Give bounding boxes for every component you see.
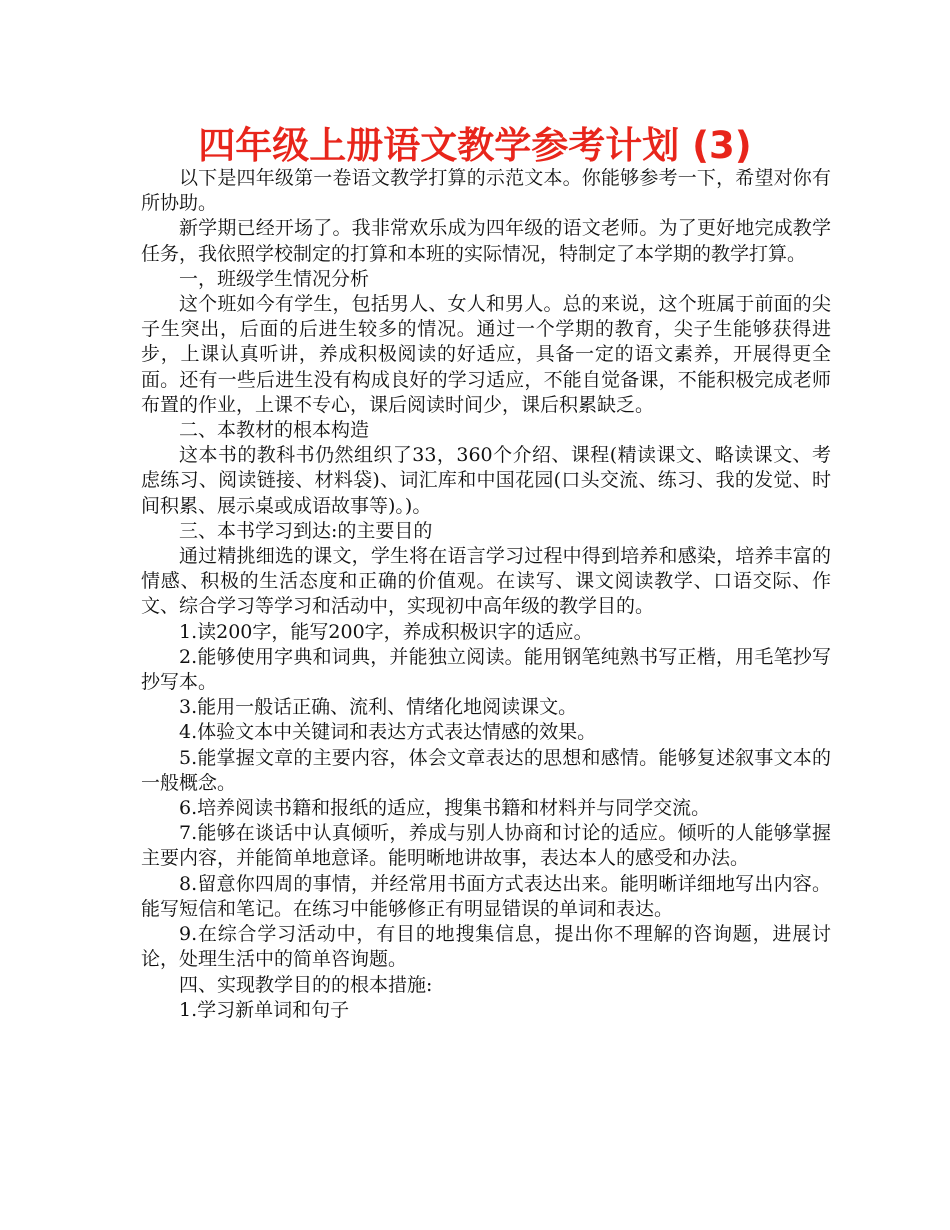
goal-item-4: 4.体验文本中关键词和表达方式表达情感的效果。 bbox=[179, 721, 597, 744]
goal-item-6: 6.培养阅读书籍和报纸的适应，搜集书籍和材料并与同学交流。 bbox=[179, 797, 711, 820]
document-body bbox=[141, 166, 831, 1023]
paragraph-new-semester: 新学期已经开场了。我非常欢乐成为四年级的语文老师。为了更好地完成教学任务，我依照学校制定的打算和本班的实际情况，特制定了本学期的教学打算。 bbox=[141, 217, 831, 265]
section-heading-learning-goals: 三、本书学习到达:的主要目的 bbox=[179, 519, 433, 542]
section-heading-textbook-structure: 二、本教材的根本构造 bbox=[179, 419, 370, 442]
paragraph-intro: 以下是四年级第一卷语文教学打算的示范文本。你能够参考一下，希望对你有所协助。 bbox=[141, 167, 831, 215]
document-title: 四年级上册语文教学参考计划 (3) bbox=[198, 124, 752, 167]
paragraph-textbook-structure: 这本书的教科书仍然组织了33，360个介绍、课程(精读课文、略读课文、考虑练习、阅读链接、材料袋)、词汇库和中国花园(口头交流、练习、我的发觉、时间积累、展示桌或成语故事等)。)。 bbox=[141, 444, 831, 517]
goal-item-2: 2.能够使用字典和词典，并能独立阅读。能用钢笔纯熟书写正楷，用毛笔抄写抄写本。 bbox=[141, 645, 831, 694]
paragraph-class-analysis: 这个班如今有学生，包括男人、女人和男人。总的来说，这个班属于前面的尖子生突出，后面的后进生较多的情况。通过一个学期的教育，尖子生能够获得进步，上课认真听讲，养成积极阅读的好适应，具备一定的语文素养，开展得更全面。还有一些后进生没有构成良好的学习适应，不能自觉备课，不能积极完成老师布置的作业，上课不专心，课后阅读时间少，课后积累缺乏。 bbox=[141, 293, 831, 416]
goal-item-9: 9.在综合学习活动中，有目的地搜集信息，提出你不理解的咨询题，进展讨论，处理生活中的简单咨询题。 bbox=[141, 923, 831, 971]
goal-item-3: 3.能用一般话正确、流利、情绪化地阅读课文。 bbox=[179, 696, 578, 719]
goal-item-8: 8.留意你四周的事情，并经常用书面方式表达出来。能明晰详细地写出内容。能写短信和笔记。在练习中能够修正有明显错误的单词和表达。 bbox=[141, 872, 831, 920]
goal-item-1: 1.读200字，能写200字，养成积极识字的适应。 bbox=[179, 620, 593, 643]
measure-item-1: 1.学习新单词和句子 bbox=[179, 998, 350, 1021]
section-heading-class-analysis: 一，班级学生情况分析 bbox=[179, 267, 370, 290]
goal-item-5: 5.能掌握文章的主要内容，体会文章表达的思想和感情。能够复述叙事文本的一般概念。 bbox=[141, 746, 831, 794]
section-heading-measures: 四、实现教学目的的根本措施: bbox=[179, 973, 433, 996]
goal-item-7: 7.能够在谈话中认真倾听，养成与别人协商和讨论的适应。倾听的人能够掌握主要内容，并能简单地意译。能明晰地讲故事，表达本人的感受和办法。 bbox=[141, 822, 831, 870]
paragraph-learning-goals: 通过精挑细选的课文，学生将在语言学习过程中得到培养和感染，培养丰富的情感、积极的生活态度和正确的价值观。在读写、课文阅读教学、口语交际、作文、综合学习等学习和活动中，实现初中高年级的教学目的。 bbox=[141, 545, 831, 618]
